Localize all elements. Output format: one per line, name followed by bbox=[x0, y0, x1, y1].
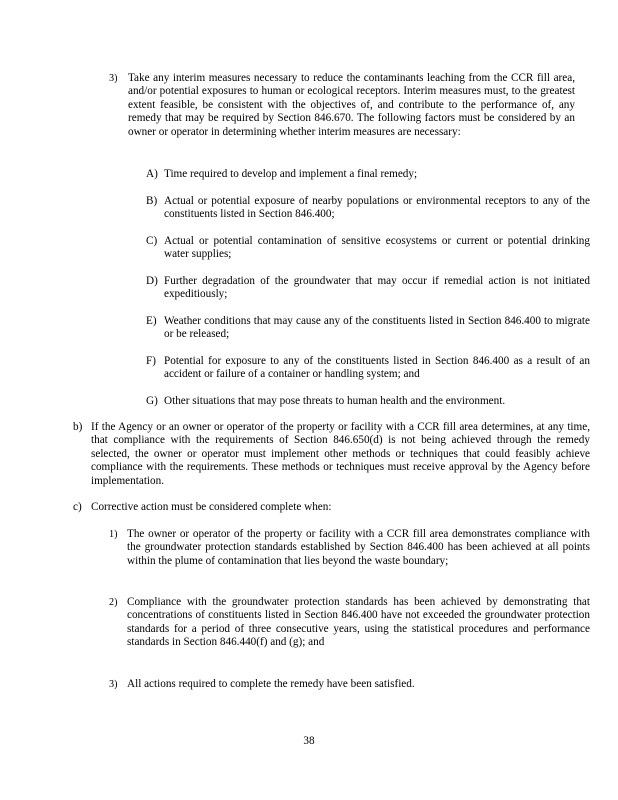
factor-text: Actual or potential contamination of sensitive ecosystems or current or potential drinking water supplies; bbox=[164, 235, 590, 261]
item-label: c) bbox=[73, 501, 82, 513]
completion-text: The owner or operator of the property or facility with a CCR fill area demonstrates compliance with the groundwater protection standards established by Section 846.400 has been achieved at all points within the plume of contamination that lies beyond the waste boundary; bbox=[127, 528, 590, 567]
factor-item-e bbox=[146, 315, 590, 342]
factor-item-c bbox=[146, 235, 590, 262]
factor-item-d bbox=[146, 275, 590, 302]
completion-label: 3) bbox=[109, 679, 118, 690]
factor-label: D) bbox=[146, 275, 158, 287]
item-text: Take any interim measures necessary to reduce the contaminants leaching from the CCR fill area, and/or potential exposures to human or ecological receptors. Interim measures must, to the greatest extent feasible, be consistent with the objectives of, and contribute to the performance of, any remedy that may be required by Section 846.670. The following factors must be considered by an owner or operator in determining whether interim measures are necessary: bbox=[128, 72, 575, 138]
item-label: 3) bbox=[109, 73, 118, 84]
factor-text: Actual or potential exposure of nearby populations or environmental receptors to any of the constituents listed in Section 846.400; bbox=[164, 195, 590, 221]
remedy-adjustment-item bbox=[73, 421, 590, 488]
factor-item-f bbox=[146, 355, 590, 382]
page-number: 38 bbox=[303, 735, 315, 747]
factor-item-a bbox=[146, 168, 590, 181]
factor-label: F) bbox=[146, 355, 156, 367]
factor-label: E) bbox=[146, 315, 157, 327]
completion-criteria-item bbox=[73, 501, 590, 514]
factor-text: Time required to develop and implement a final remedy; bbox=[164, 168, 418, 180]
completion-item-2 bbox=[109, 596, 590, 650]
interim-measures-item bbox=[109, 72, 575, 139]
factor-label: A) bbox=[146, 168, 158, 180]
item-text: Corrective action must be considered complete when: bbox=[91, 501, 332, 513]
factor-label: C) bbox=[146, 235, 158, 247]
completion-label: 1) bbox=[109, 529, 118, 540]
item-label: b) bbox=[73, 421, 83, 433]
factor-text: Further degradation of the groundwater that may occur if remedial action is not initiated expeditiously; bbox=[164, 275, 590, 301]
factor-item-b bbox=[146, 195, 590, 222]
factor-text: Other situations that may pose threats to human health and the environment. bbox=[164, 395, 506, 407]
completion-text: Compliance with the groundwater protection standards has been achieved by demonstrating that concentrations of constituents listed in Section 846.400 have not exceeded the groundwater protection standards for a period of three consecutive years, using the statistical procedures and performance standards in Section 846.440(f) and (g); and bbox=[127, 596, 590, 649]
factor-text: Weather conditions that may cause any of the constituents listed in Section 846.400 to migrate or be released; bbox=[164, 315, 590, 341]
completion-item-3 bbox=[109, 678, 590, 691]
item-text: If the Agency or an owner or operator of the property or facility with a CCR fill area determines, at any time, that compliance with the requirements of Section 846.650(d) is not being achieved through the remedy selected, the owner or operator must implement other methods or techniques that could feasibly achieve compliance with the requirements. These methods or techniques must receive approval by the Agency before implementation. bbox=[91, 421, 590, 487]
completion-label: 2) bbox=[109, 597, 118, 608]
factor-text: Potential for exposure to any of the constituents listed in Section 846.400 as a result of an accident or failure of a container or handling system; and bbox=[164, 355, 590, 381]
factor-label: G) bbox=[146, 395, 158, 407]
completion-text: All actions required to complete the remedy have been satisfied. bbox=[127, 678, 415, 690]
completion-item-1 bbox=[109, 528, 590, 568]
factor-item-g bbox=[146, 395, 590, 408]
factor-label: B) bbox=[146, 195, 158, 207]
